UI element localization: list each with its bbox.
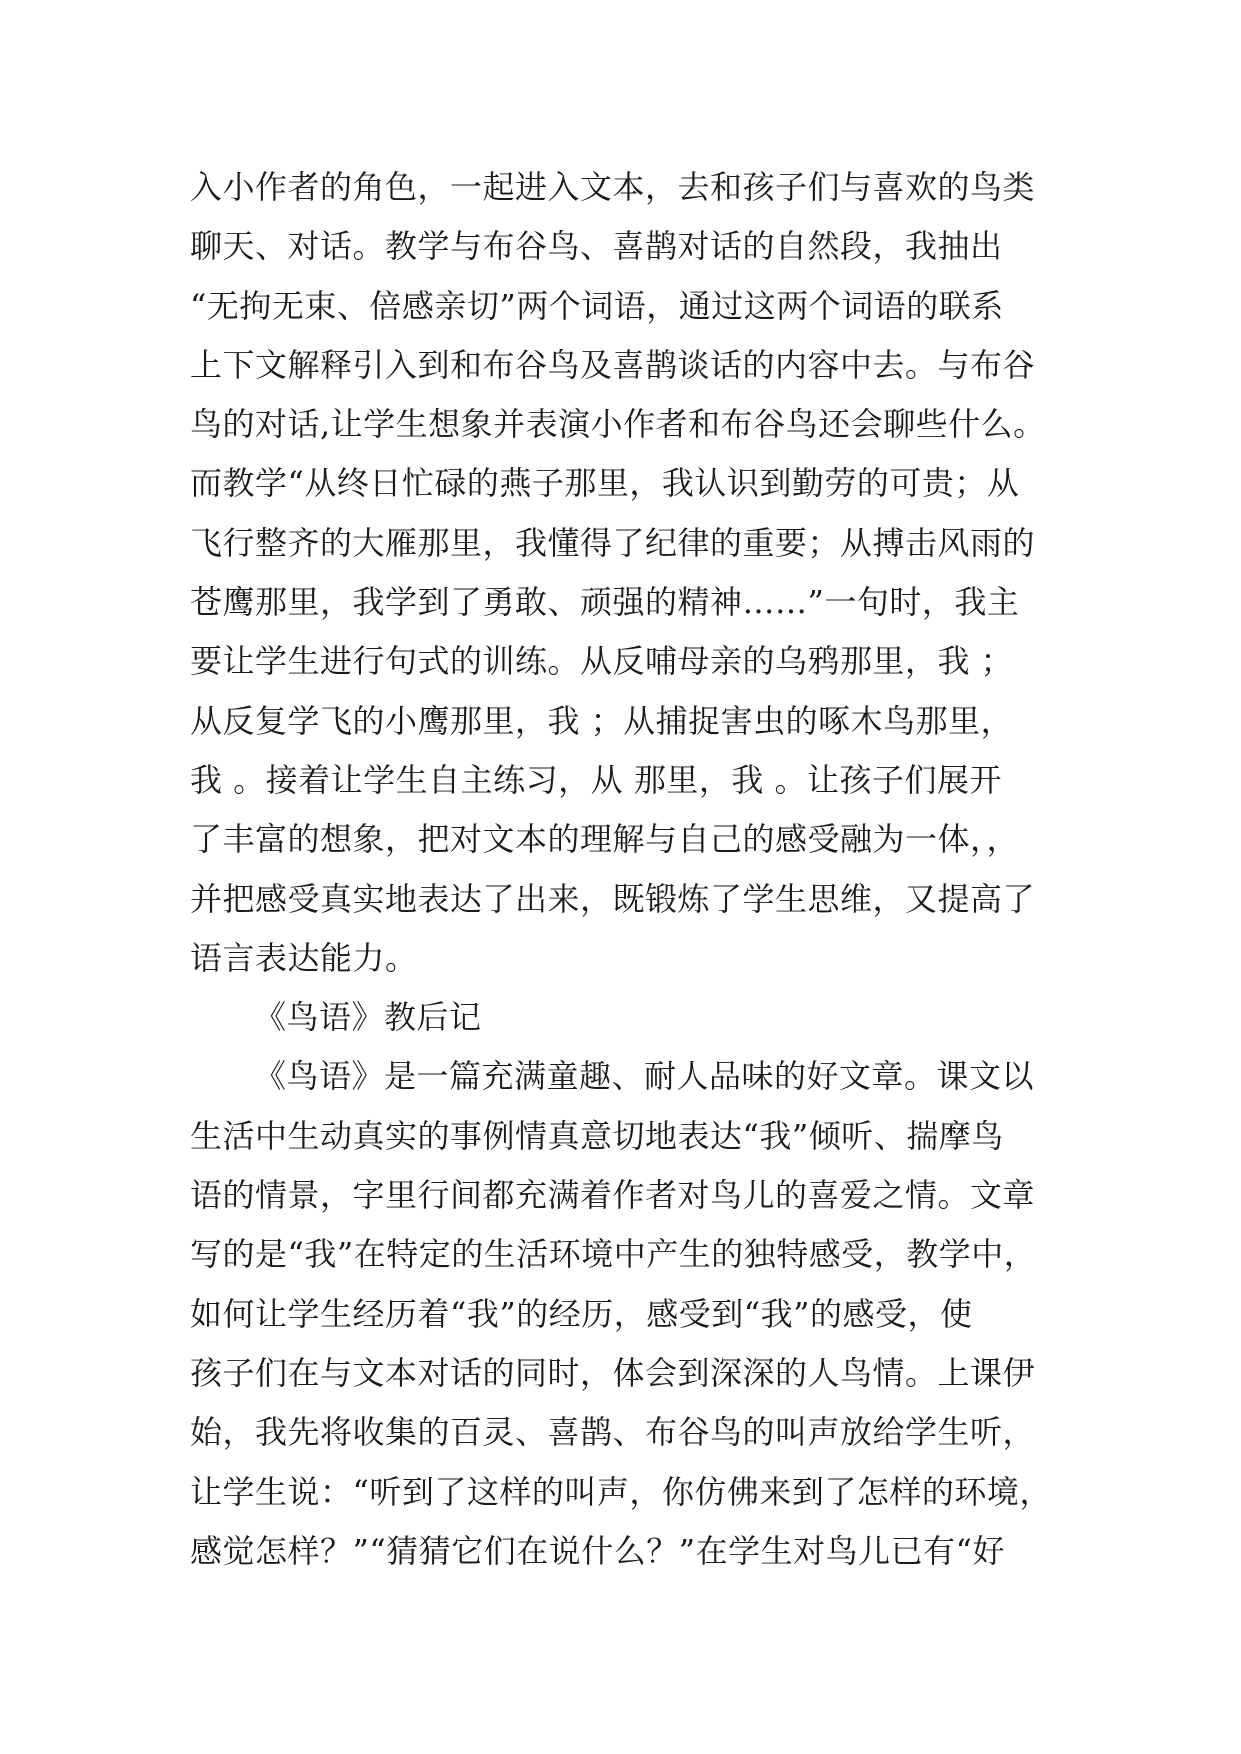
text-line: 写的是“我”在特定的生活环境中产生的独特感受，教学中， [190,1235,1037,1274]
text-line: 感觉怎样？”“猜猜它们在说什么？”在学生对鸟儿已有“好 [190,1531,1005,1570]
text-line: 聊天、对话。教学与布谷鸟、喜鹊对话的自然段，我抽出 [190,227,1003,266]
text-line: 《鸟语》是一篇充满童趣、耐人品味的好文章。课文以 [254,1057,1035,1096]
text-line: 如何让学生经历着“我”的经历，感受到“我”的感受，使 [190,1294,973,1333]
text-line: 入小作者的角色，一起进入文本，去和孩子们与喜欢的鸟类 [190,168,1036,206]
section-heading: 《鸟语》教后记 [254,998,482,1037]
text-line: 我 。接着让学生自主练习，从 那里，我 。让孩子们展开 [190,760,1003,799]
text-line: 了丰富的想象，把对文本的理解与自己的感受融为一体，， [190,820,1020,859]
text-line: 让学生说：“听到了这样的叫声，你仿佛来到了怎样的环境， [190,1472,1052,1511]
text-line: 要让学生进行句式的训练。从反哺母亲的乌鸦那里，我 ； [190,642,1014,681]
text-line: 而教学“从终日忙碌的燕子那里，我认识到勤劳的可贵；从 [190,464,1020,503]
text-line: “无拘无束、倍感亲切”两个词语，通过这两个词语的联系 [190,286,1004,325]
text-line: 并把感受真实地表达了出来，既锻炼了学生思维，又提高了 [190,879,1036,918]
text-line: 语言表达能力。 [190,938,418,977]
text-line: 鸟的对话,让学生想象并表演小作者和布谷鸟还会聊些什么。 [190,405,1046,444]
text-line: 语的情景，字里行间都充满着作者对鸟儿的喜爱之情。文章 [190,1176,1036,1215]
text-line: 苍鹰那里，我学到了勇敢、顽强的精神……”一句时，我主 [190,583,1020,622]
text-line: 飞行整齐的大雁那里，我懂得了纪律的重要；从搏击风雨的 [190,523,1036,562]
text-line: 从反复学飞的小鹰那里，我 ；从捕捉害虫的啄木鸟那里， [190,701,1014,740]
text-line: 生活中生动真实的事例情真意切地表达“我”倾听、揣摩鸟 [190,1116,1004,1155]
text-line: 孩子们在与文本对话的同时，体会到深深的人鸟情。上课伊 [190,1353,1036,1392]
text-line: 上下文解释引入到和布谷鸟及喜鹊谈话的内容中去。与布谷 [190,345,1036,384]
body-text [190,158,1050,1581]
text-line: 始，我先将收集的百灵、喜鹊、布谷鸟的叫声放给学生听， [190,1413,1036,1452]
